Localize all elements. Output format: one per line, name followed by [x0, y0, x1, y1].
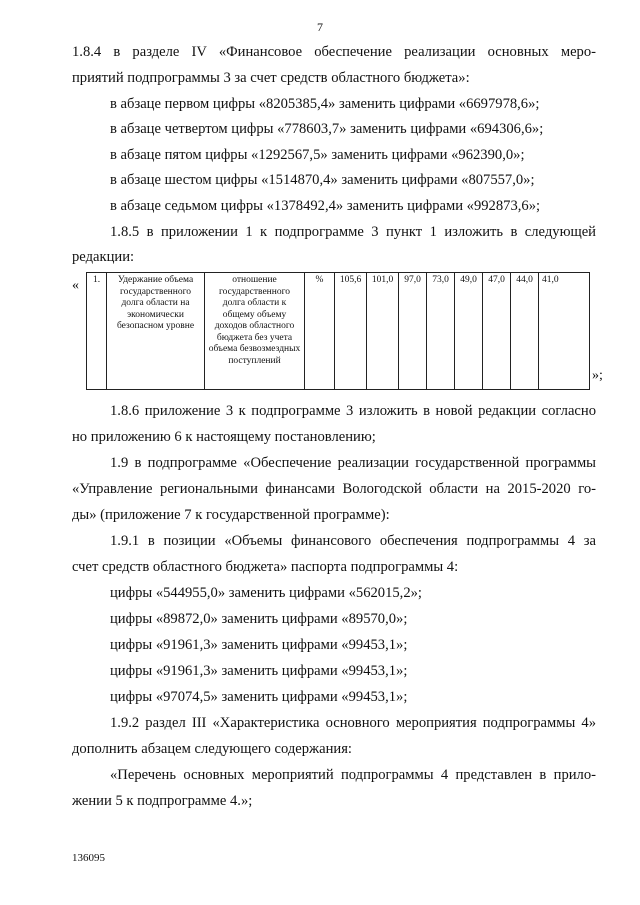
quote-close: »; [592, 368, 603, 383]
text-line: в абзаце четвертом цифры «778603,7» заменить цифрами «694306,6»; [110, 121, 544, 137]
cell-value: 101,0 [367, 273, 399, 390]
cell-value: 44,0 [511, 273, 539, 390]
text-line: приятий подпрограммы 3 за счет средств областного бюджета»: [72, 70, 470, 86]
text-line: в абзаце первом цифры «8205385,4» заменить цифрами «6697978,6»; [110, 96, 540, 112]
text-line: «Перечень основных мероприятий подпрограммы 4 представлен в прило- [110, 767, 596, 783]
text-line: цифры «97074,5» заменить цифрами «99453,1»; [110, 689, 408, 705]
text-line: 1.9.1 в позиции «Объемы финансового обеспечения подпрограммы 4 за [110, 533, 596, 549]
text-line: редакции: [72, 249, 135, 265]
table-row [87, 273, 590, 390]
footer-code: 136095 [72, 852, 105, 864]
text-line: цифры «544955,0» заменить цифрами «562015,2»; [110, 585, 422, 601]
cell-value: 41,0 [539, 273, 590, 390]
text-line: счет средств областного бюджета» паспорта подпрограммы 4: [72, 559, 459, 575]
text-line: 1.8.5 в приложении 1 к подпрограмме 3 пункт 1 изложить в следующей [110, 224, 596, 240]
indicator-table [86, 272, 590, 390]
cell-definition: отношение государственного долга области к общему объему доходов областного бюджета без учета объема безвозмездных поступлений [205, 273, 305, 390]
text-line: в абзаце седьмом цифры «1378492,4» заменить цифрами «992873,6»; [110, 198, 541, 214]
cell-unit: % [305, 273, 335, 390]
cell-value: 105,6 [335, 273, 367, 390]
indicator-table-block [72, 272, 602, 390]
cell-value: 47,0 [483, 273, 511, 390]
quote-open: « [72, 278, 79, 293]
text-line: жении 5 к подпрограмме 4.»; [72, 793, 253, 809]
text-line: в абзаце пятом цифры «1292567,5» заменить цифрами «962390,0»; [110, 147, 525, 163]
text-line: 1.9 в подпрограмме «Обеспечение реализации государственной программы [110, 455, 596, 471]
cell-value: 49,0 [455, 273, 483, 390]
cell-value: 73,0 [427, 273, 455, 390]
page-number: 7 [317, 20, 323, 34]
text-line: 1.9.2 раздел III «Характеристика основного мероприятия подпрограммы 4» [110, 715, 596, 731]
text-line: цифры «91961,3» заменить цифрами «99453,1»; [110, 663, 408, 679]
text-line: цифры «89872,0» заменить цифрами «89570,0»; [110, 611, 408, 627]
text-line: цифры «91961,3» заменить цифрами «99453,1»; [110, 637, 408, 653]
text-line: 1.8.6 приложение 3 к подпрограмме 3 изложить в новой редакции согласно [110, 403, 596, 419]
text-line: но приложению 6 к настоящему постановлению; [72, 429, 376, 445]
text-line: «Управление региональными финансами Вологодской области на 2015-2020 го- [72, 481, 596, 497]
text-line: 1.8.4 в разделе IV «Финансовое обеспечение реализации основных меро- [72, 44, 596, 60]
cell-name: Удержание объема государственного долга области на экономически безопасном уровне [107, 273, 205, 390]
cell-value: 97,0 [399, 273, 427, 390]
text-line: в абзаце шестом цифры «1514870,4» заменить цифрами «807557,0»; [110, 172, 535, 188]
cell-number: 1. [87, 273, 107, 390]
text-line: дополнить абзацем следующего содержания: [72, 741, 352, 757]
text-line: ды» (приложение 7 к государственной программе): [72, 507, 390, 523]
